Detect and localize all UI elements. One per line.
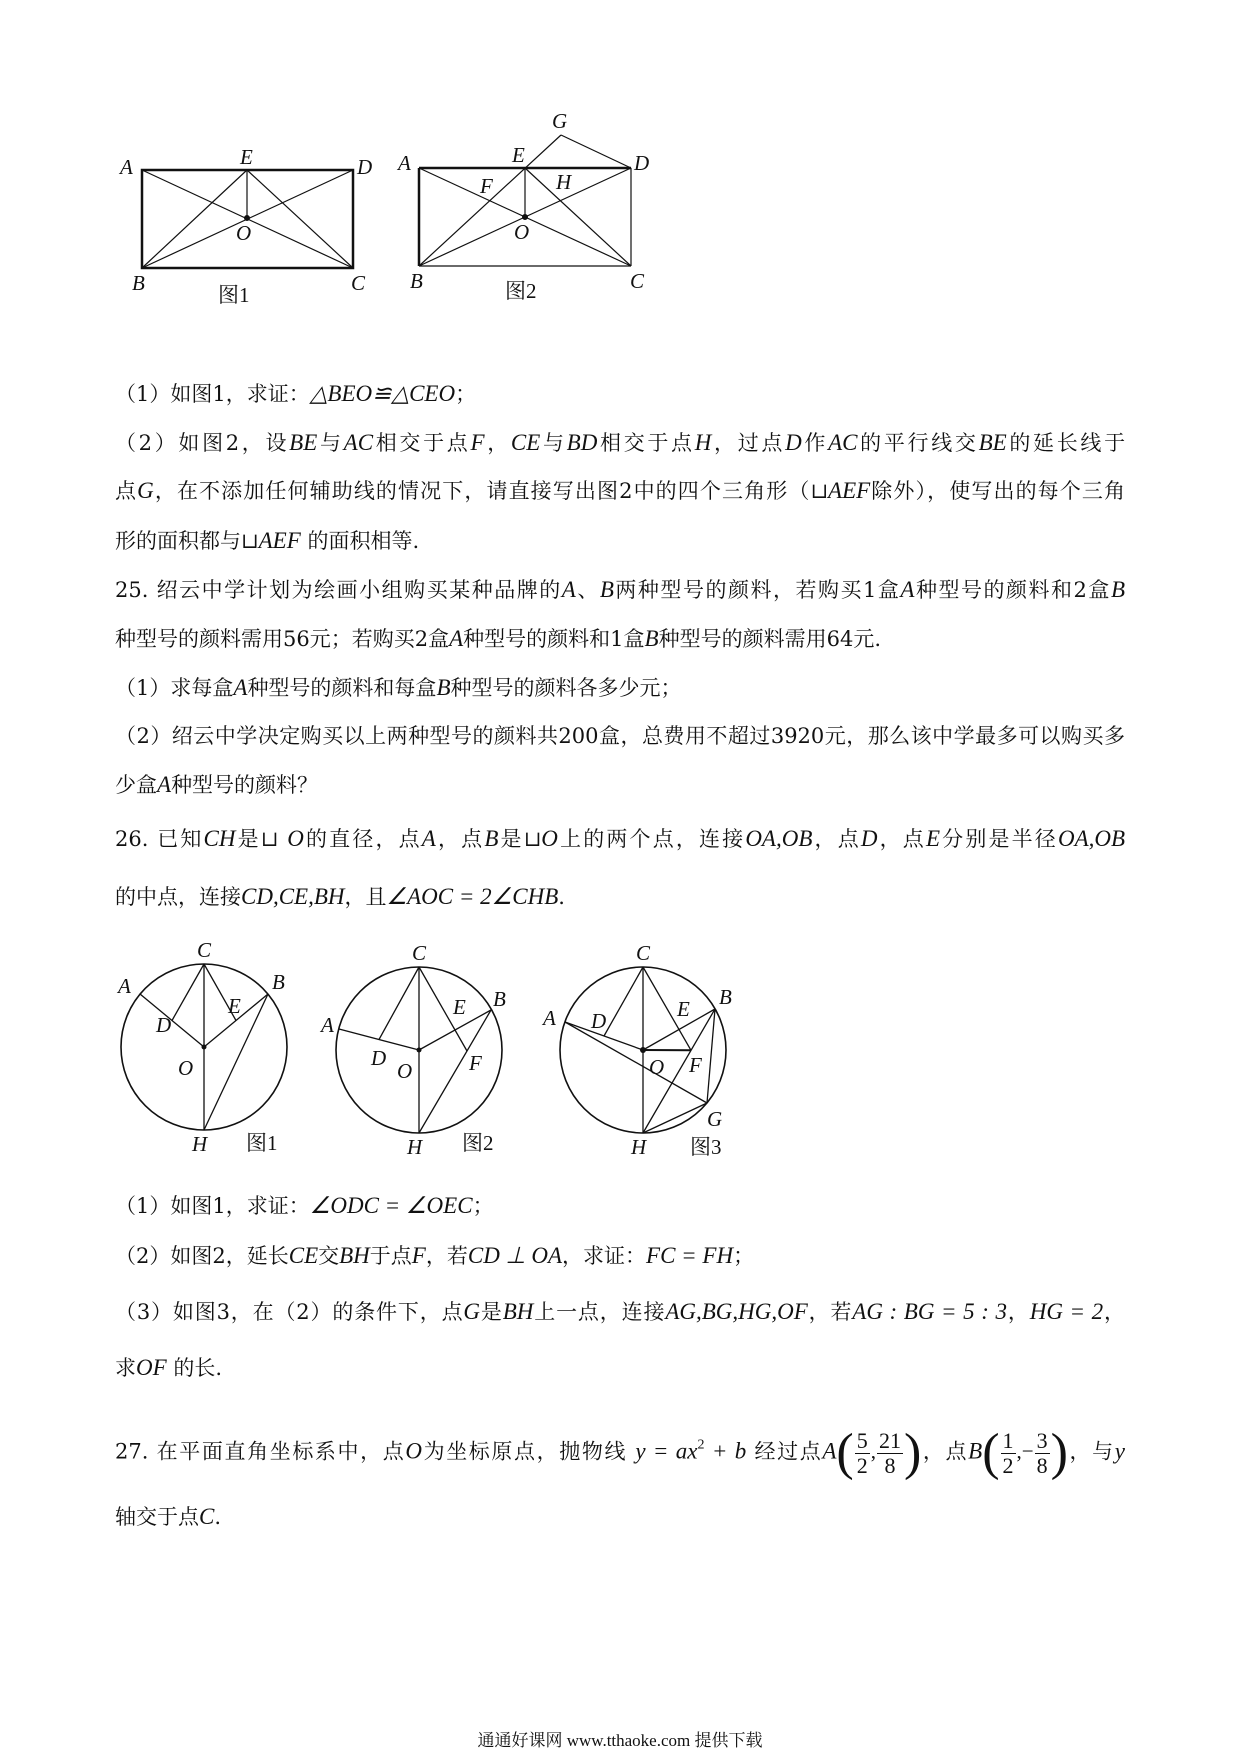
math-expression: △BEO≌△CEO (309, 381, 456, 406)
point-label: G (707, 1107, 723, 1131)
text-segment: ，点 (435, 827, 485, 851)
text-segment: （3）如图3，在（2）的条件下，点 (115, 1300, 464, 1324)
math-expression: HG = 2 (1029, 1299, 1104, 1324)
math-expression: D (860, 826, 878, 851)
fraction (1001, 1429, 1016, 1478)
text-segment: ，点 (812, 827, 861, 851)
point-label: H (192, 1132, 208, 1156)
math-expression: y = ax (635, 1438, 698, 1464)
point-label: G (552, 109, 568, 133)
text-segment: 的长. (166, 1356, 223, 1380)
text-segment: 种型号的颜料各多少元； (450, 676, 682, 700)
point-label: F (469, 1051, 482, 1075)
text-segment: ； (455, 382, 477, 406)
q26-stem-line1 (115, 824, 1125, 854)
q27-stem-line1 (115, 1424, 1125, 1481)
q24-part2-line2 (115, 476, 1125, 506)
right-paren: ) (903, 1424, 922, 1481)
text-segment: . (214, 1505, 222, 1529)
text-segment: ； (733, 1244, 755, 1268)
math-expression: CE (288, 1243, 319, 1268)
text-segment: ，求证： (562, 1244, 647, 1268)
point-label: B (272, 970, 285, 994)
sign: − (1021, 1438, 1034, 1463)
math-expression: BH (339, 1243, 370, 1268)
q26-part2 (115, 1241, 754, 1271)
comma: , (1016, 1438, 1022, 1463)
text-segment: 的中点，连接 (115, 885, 241, 909)
numerator: 3 (1036, 1427, 1048, 1453)
text-segment: ，点 (921, 1439, 969, 1464)
text-segment: （1）如图1，求证： (115, 1194, 310, 1218)
point-label: A (120, 155, 133, 179)
math-expression: BE (289, 430, 318, 455)
text-segment: （2）绍云中学决定购买以上两种型号的颜料共200盒，总费用不超过3920元，那么该中学最多可以购买多 (115, 724, 1125, 748)
coordinate-pair (982, 1424, 1068, 1481)
coordinate-pair (836, 1424, 922, 1481)
point-label: D (591, 1009, 607, 1033)
text-segment: 上一点，连接 (533, 1300, 666, 1324)
math-expression: A (157, 772, 172, 797)
text-segment: 点 (115, 479, 138, 503)
math-expression: F (470, 430, 485, 455)
text-segment: 为坐标原点，抛物线 (421, 1439, 636, 1464)
text-segment: 种型号的颜料和1盒 (463, 627, 645, 651)
comma: , (870, 1438, 876, 1463)
rectangle-figure-2 (419, 135, 631, 266)
math-expression: G (463, 1299, 481, 1324)
text-segment: 种型号的颜料和每盒 (247, 676, 437, 700)
circle-figure-3 (541, 941, 732, 1159)
text-segment: 、 (575, 578, 600, 602)
numerator: 5 (856, 1427, 868, 1453)
math-expression: E (925, 826, 941, 851)
math-expression: F (411, 1243, 426, 1268)
math-expression: B (484, 826, 499, 851)
math-expression: OA,OB (745, 826, 813, 851)
math-expression: O (287, 826, 304, 851)
point-label: O (649, 1055, 665, 1079)
point-label: D (634, 151, 650, 175)
point-label: A (321, 1013, 334, 1037)
text-segment: 26. 已知 (115, 827, 204, 851)
point-label: A (398, 151, 411, 175)
point-label: E (512, 143, 525, 167)
point-label: C (197, 938, 212, 962)
fraction (1035, 1429, 1050, 1478)
point-label: E (677, 997, 690, 1021)
math-expression: ∠AOC = 2∠CHB (386, 884, 559, 909)
math-expression: BD (566, 430, 598, 455)
footer-source: 通通好课网 www.tthaoke.com 提供下载 (477, 1731, 763, 1750)
point-label: H (631, 1135, 647, 1159)
text-segment: 的面积相等. (300, 529, 420, 553)
math-expression: CD,CE,BH (241, 884, 345, 909)
point-label: F (480, 174, 493, 198)
text-segment: 少盒 (115, 773, 157, 797)
text-segment: ， (1103, 1300, 1125, 1324)
text-segment: 种型号的颜料需用64元. (658, 627, 881, 651)
fraction (877, 1429, 903, 1478)
point-label: E (228, 994, 241, 1018)
text-segment: 相交于点 (597, 431, 695, 455)
point-label: H (556, 170, 572, 194)
point-label: O (514, 220, 530, 244)
q25-stem-line2 (115, 624, 881, 654)
math-expression: CD ⊥ OA (467, 1243, 563, 1268)
point-label: C (412, 941, 427, 965)
text-segment: 作 (801, 431, 829, 455)
point-label: B (410, 269, 423, 293)
text-segment: 于点 (369, 1244, 412, 1268)
text-segment: 交 (318, 1244, 340, 1268)
point-label: O (178, 1056, 194, 1080)
point-label: H (407, 1135, 423, 1159)
point-label: D (357, 155, 373, 179)
point-label: B (132, 271, 145, 295)
numerator: 21 (878, 1427, 901, 1453)
text-segment: . (558, 885, 565, 909)
text-segment: ， (1007, 1300, 1030, 1324)
right-paren: ) (1050, 1424, 1068, 1481)
math-expression: A (900, 577, 915, 602)
math-expression: B (644, 626, 659, 651)
math-expression: C (199, 1504, 215, 1529)
figure-caption: 图3 (690, 1135, 722, 1159)
math-expression: B (1110, 577, 1125, 602)
math-expression: A (233, 675, 248, 700)
point-label: D (371, 1046, 387, 1070)
point-label: A (543, 1006, 556, 1030)
math-expression: D (785, 430, 802, 455)
math-expression: AEF (828, 478, 871, 503)
text-segment: ； (472, 1194, 494, 1218)
text-segment: ，在不添加任何辅助线的情况下，请直接写出图2中的四个三角形（⊔ (153, 479, 829, 503)
math-expression: + b (704, 1438, 747, 1464)
text-segment: （2）如图2，设 (115, 431, 290, 455)
text-segment: （1）求每盒 (115, 676, 234, 700)
left-paren: ( (836, 1424, 854, 1481)
text-segment: ，点 (877, 827, 926, 851)
text-segment: 与 (317, 431, 344, 455)
text-segment: 种型号的颜料？ (171, 773, 319, 797)
math-expression: AC (828, 430, 858, 455)
point-label: F (689, 1053, 702, 1077)
math-expression: AG,BG,HG,OF (665, 1299, 808, 1324)
figure-caption: 图1 (218, 283, 250, 307)
text-segment: 种型号的颜料需用56元；若购买2盒 (115, 627, 450, 651)
q26-stem-line2 (115, 882, 565, 912)
q25-part2-line2 (115, 770, 318, 800)
figure-caption: 图2 (505, 279, 537, 303)
text-segment: ，过点 (711, 431, 786, 455)
text-segment: 相交于点 (373, 431, 471, 455)
text-segment: ，若 (425, 1244, 468, 1268)
point-label: B (719, 985, 732, 1009)
denominator: 2 (856, 1452, 868, 1478)
text-segment: 分别是半径 (940, 827, 1058, 851)
math-expression: BE (978, 430, 1007, 455)
math-expression: B (968, 1438, 983, 1464)
math-expression: FC = FH (646, 1243, 734, 1268)
point-label: C (630, 269, 645, 293)
math-expression: A (421, 826, 436, 851)
q24-part2-line1 (115, 428, 1125, 458)
point-label: A (118, 974, 131, 998)
point-label: O (236, 221, 252, 245)
q25-stem-line1 (115, 575, 1125, 605)
text-segment: 的平行线交 (857, 431, 979, 455)
q26-part1 (115, 1191, 494, 1221)
text-segment: ， (484, 431, 511, 455)
q24-part2-line3 (115, 526, 419, 556)
math-expression: B (599, 577, 614, 602)
circle-figure-1 (116, 938, 287, 1156)
text-segment: 求 (115, 1356, 136, 1380)
point-label: E (240, 145, 253, 169)
text-segment: 27. 在平面直角坐标系中，点 (115, 1439, 406, 1464)
math-expression: G (137, 478, 154, 503)
text-segment: 是 (480, 1300, 503, 1324)
denominator: 8 (1036, 1452, 1048, 1478)
left-paren: ( (982, 1424, 1000, 1481)
point-label: B (493, 987, 506, 1011)
math-expression: CE (510, 430, 541, 455)
text-segment: （2）如图2，延长 (115, 1244, 289, 1268)
q27-stem-line2 (115, 1502, 221, 1532)
superscript: 2 (697, 1437, 705, 1453)
q25-part2-line1 (115, 721, 1125, 751)
text-segment: 形的面积都与⊔ (115, 529, 259, 553)
math-expression: H (694, 430, 712, 455)
point-label: C (351, 271, 366, 295)
text-segment: 种型号的颜料和2盒 (914, 578, 1111, 602)
q25-part1 (115, 673, 682, 703)
math-expression: y (1114, 1438, 1125, 1464)
denominator: 2 (1002, 1452, 1014, 1478)
q24-part1 (115, 379, 476, 409)
math-expression: AG : BG = 5 : 3 (852, 1299, 1008, 1324)
figure-caption: 图1 (246, 1131, 278, 1155)
math-expression: OF (136, 1355, 167, 1380)
fraction (855, 1429, 870, 1478)
math-expression: AC (343, 430, 374, 455)
text-segment: 经过点 (746, 1439, 823, 1464)
text-segment: 是⊔ (235, 827, 288, 851)
numerator: 1 (1002, 1427, 1014, 1453)
point-label: D (156, 1013, 172, 1037)
text-segment: 是⊔ (498, 827, 542, 851)
denominator: 8 (884, 1452, 896, 1478)
math-expression: AEF (258, 528, 301, 553)
point-label: C (636, 941, 651, 965)
point-label: O (397, 1059, 413, 1083)
text-segment: （1）如图1，求证： (115, 382, 310, 406)
text-segment: 25. 绍云中学计划为绘画小组购买某种品牌的 (115, 578, 562, 602)
text-segment: 轴交于点 (115, 1505, 199, 1529)
math-expression: O (541, 826, 558, 851)
math-expression: BH (502, 1299, 534, 1324)
text-segment: 与 (540, 431, 567, 455)
math-expression: A (822, 1438, 837, 1464)
figure-caption: 图2 (462, 1131, 494, 1155)
q26-part3-line1 (115, 1297, 1125, 1327)
q26-part3-line2 (115, 1353, 222, 1383)
text-segment: 两种型号的颜料，若购买1盒 (613, 578, 901, 602)
text-segment: ，与 (1067, 1439, 1115, 1464)
math-expression: O (405, 1438, 422, 1464)
text-segment: 的延长线于 (1006, 431, 1126, 455)
math-expression: CH (203, 826, 236, 851)
math-expression: A (449, 626, 464, 651)
text-segment: ，且 (344, 885, 387, 909)
text-segment: ，若 (807, 1300, 853, 1324)
circle-figure-2 (319, 941, 506, 1159)
rectangle-figure-1 (142, 170, 353, 268)
math-expression: ∠ODC = ∠OEC (309, 1193, 473, 1218)
math-expression: OA,OB (1057, 826, 1126, 851)
math-expression: B (436, 675, 451, 700)
math-expression: A (561, 577, 576, 602)
text-segment: 的直径，点 (303, 827, 422, 851)
point-label: E (453, 995, 466, 1019)
text-segment: 上的两个点，连接 (557, 827, 746, 851)
text-segment: 除外），使写出的每个三角 (870, 479, 1125, 503)
